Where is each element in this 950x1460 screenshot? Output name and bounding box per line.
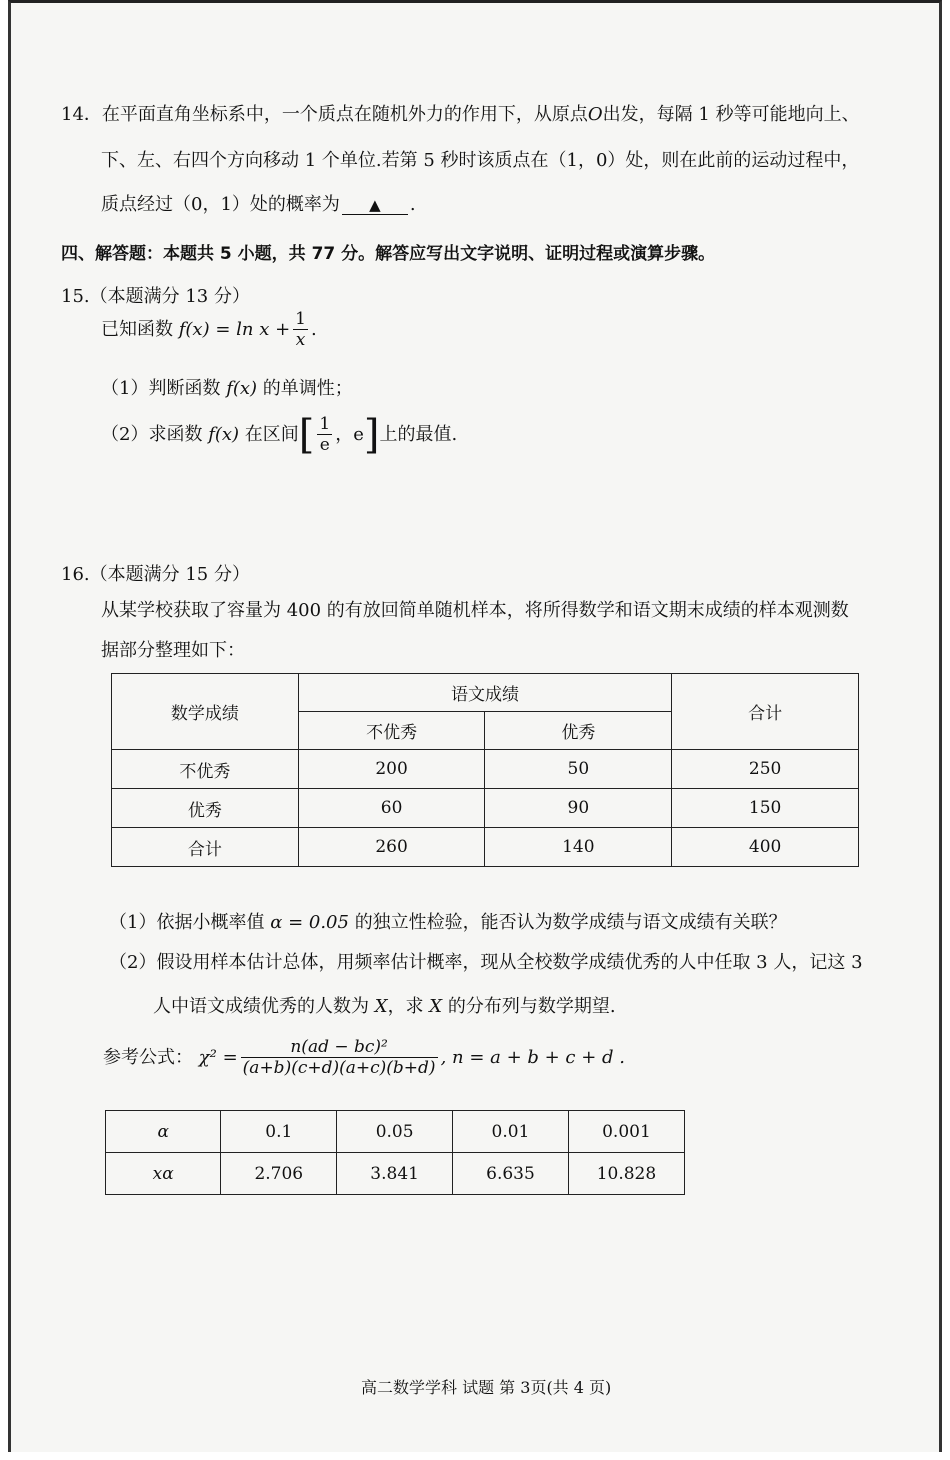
left-bracket: [ <box>298 412 315 458</box>
row-label: 不优秀 <box>112 750 299 789</box>
cell-total: 150 <box>672 789 859 828</box>
q14-text-c: 质点经过（0，1）处的概率为 <box>101 194 340 215</box>
alpha-value: 0.05 <box>337 1111 453 1153</box>
critical-value: 10.828 <box>568 1153 684 1195</box>
q15-part2-fx: f(x) <box>208 424 240 445</box>
chi-square-fraction <box>241 1039 438 1077</box>
formula-label: 参考公式： <box>103 1047 193 1068</box>
q16-header: 16.（本题满分 15 分） <box>61 564 250 585</box>
q16-var-x2: X <box>429 996 443 1017</box>
q14-period: . <box>409 194 416 215</box>
interval-den: e <box>317 434 332 454</box>
q16-intro1: 从某学校获取了容量为 400 的有放回简单随机样本，将所得数学和语文期末成绩的样本观测数 <box>101 600 849 621</box>
q14-text-b: 出发，每隔 1 秒等可能地向上、 <box>602 104 860 125</box>
answer-blank: ▲ <box>342 196 408 215</box>
q16-part1-suffix: 的独立性检验，能否认为数学成绩与语文成绩有关联？ <box>354 912 787 933</box>
col2-cell: 优秀 <box>485 712 672 750</box>
cell-c1: 260 <box>298 828 485 867</box>
q14-line2: 下、左、右四个方向移动 1 个单位.若第 5 秒时该质点在（1，0）处，则在此前的运动过程中， <box>101 150 860 171</box>
row-label: 合计 <box>112 828 299 867</box>
q15-given-end: . <box>310 319 317 340</box>
table-row <box>112 750 859 789</box>
q16-part1 <box>109 911 787 935</box>
alpha-value: 0.01 <box>453 1111 569 1153</box>
table-row <box>112 789 859 828</box>
q14-text-a: 14．在平面直角坐标系中，一个质点在随机外力的作用下，从原点 <box>61 104 588 125</box>
cell-c2: 90 <box>485 789 672 828</box>
q15-frac-num: 1 <box>295 309 306 329</box>
alpha-value: 0.1 <box>221 1111 337 1153</box>
q16-part2-c: 的分布列与数学期望. <box>447 996 616 1017</box>
q15-part1 <box>101 377 353 401</box>
cell-c2: 50 <box>485 750 672 789</box>
q14-origin-var: O <box>587 104 603 125</box>
q15-fraction <box>293 311 308 349</box>
exam-page <box>8 0 942 1452</box>
row-header-cell: 数学成绩 <box>112 674 299 750</box>
chi-num: n(ad − bc)² <box>290 1037 388 1057</box>
q16-alpha-value: α = 0.05 <box>270 912 349 933</box>
q16-part2-a: 人中语文成绩优秀的人数为 <box>153 996 369 1017</box>
cell-total: 400 <box>672 828 859 867</box>
page-footer: 高二数学学科 试题 第 3页(共 4 页) <box>361 1378 612 1397</box>
q15-part1-fx: f(x) <box>226 378 258 399</box>
section-heading: 四、解答题：本题共 5 小题，共 77 分。解答应写出文字说明、证明过程或演算步骤。 <box>61 244 716 264</box>
q15-given-text: 已知函数 <box>101 319 173 340</box>
chi-square-lhs: χ² = <box>198 1047 238 1068</box>
q16-var-x1: X <box>374 996 388 1017</box>
interval-num: 1 <box>319 414 331 434</box>
table-row <box>112 828 859 867</box>
col-group-cell: 语文成绩 <box>298 674 672 712</box>
critical-value: 6.635 <box>453 1153 569 1195</box>
q15-frac-den: x <box>293 329 308 349</box>
x-alpha-header: xα <box>106 1153 221 1195</box>
row-label: 优秀 <box>112 789 299 828</box>
interval-upper: ，e <box>335 424 364 445</box>
q15-part2-mid: 在区间 <box>244 424 299 445</box>
chi-den: (a+b)(c+d)(a+c)(b+d) <box>242 1058 436 1078</box>
q15-part2-suffix: 上的最值. <box>379 424 458 445</box>
q14-line3 <box>101 193 416 217</box>
q15-part1-suffix: 的单调性； <box>262 378 353 399</box>
right-bracket: ] <box>363 412 380 458</box>
alpha-value: 0.001 <box>568 1111 684 1153</box>
q15-header: 15.（本题满分 13 分） <box>61 286 250 307</box>
alpha-header: α <box>106 1111 221 1153</box>
chi-square-rhs: , n = a + b + c + d . <box>440 1047 626 1068</box>
critical-value: 2.706 <box>221 1153 337 1195</box>
q16-part2-line1: （2）假设用样本估计总体，用频率估计概率，现从全校数学成绩优秀的人中任取 3 人，记这 3 <box>109 952 863 973</box>
q15-part2-prefix: （2）求函数 <box>101 424 203 445</box>
reference-formula <box>103 1039 625 1077</box>
critical-value-table <box>105 1110 685 1195</box>
contingency-table <box>111 673 859 867</box>
q15-part1-prefix: （1）判断函数 <box>101 378 221 399</box>
q15-given <box>101 311 317 349</box>
cell-c1: 200 <box>298 750 485 789</box>
q16-part2-line2 <box>153 995 616 1019</box>
col1-cell: 不优秀 <box>298 712 485 750</box>
q16-part1-prefix: （1）依据小概率值 <box>109 912 265 933</box>
q15-part2 <box>101 412 458 458</box>
cell-c2: 140 <box>485 828 672 867</box>
q16-part2-b: ，求 <box>387 996 424 1017</box>
q14-line1 <box>61 103 860 127</box>
cell-total: 250 <box>672 750 859 789</box>
critical-value: 3.841 <box>337 1153 453 1195</box>
cell-c1: 60 <box>298 789 485 828</box>
q15-function-expr: f(x) = ln x + <box>178 319 291 340</box>
interval-fraction <box>317 416 332 454</box>
q16-intro2: 据部分整理如下： <box>101 640 245 661</box>
col-total-cell: 合计 <box>672 674 859 750</box>
